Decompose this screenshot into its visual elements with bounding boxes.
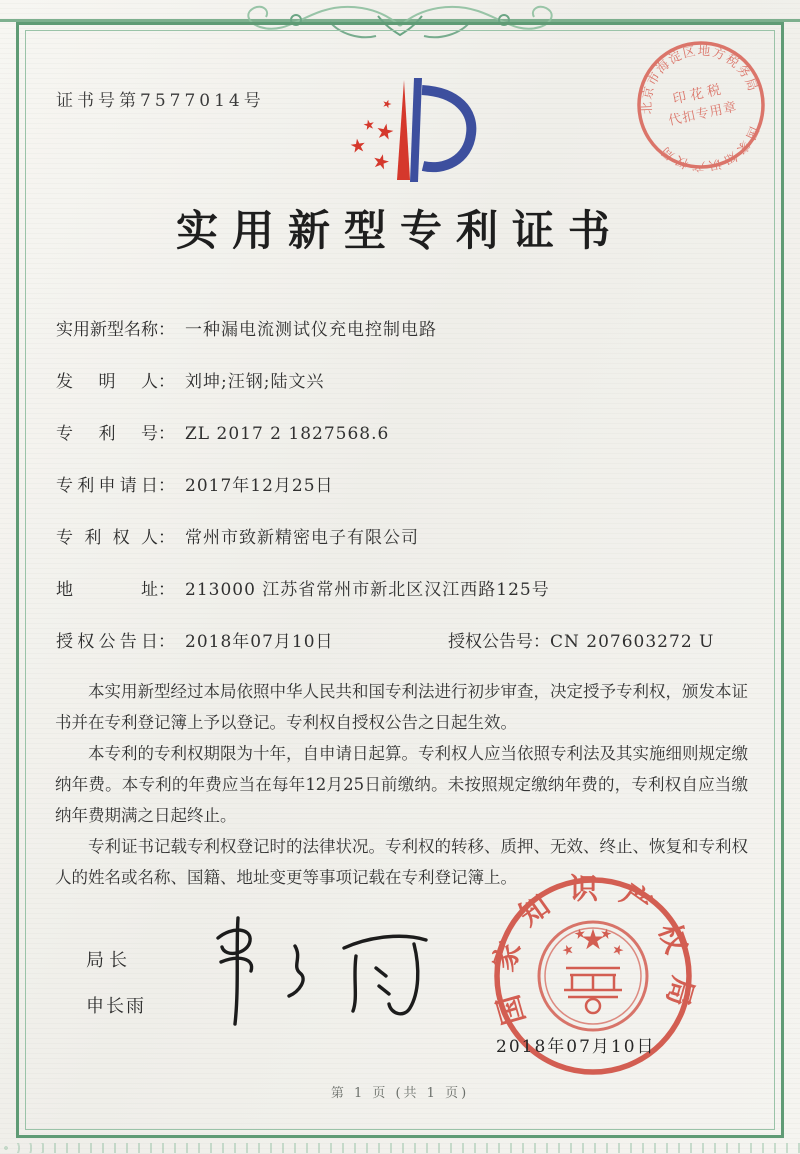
stamp-center-line1: 印花税 [671,80,727,108]
page-number: 第 1 页 (共 1 页) [330,1086,470,1101]
director-name: 申长雨 [86,996,146,1017]
field-row-filing-date [56,474,746,526]
svg-text:北京市海淀区地方税务局 [627,31,762,117]
field-colon: ： [158,320,175,340]
field-row-patentee [56,526,746,578]
field-value: 常州市致新精密电子有限公司 [185,528,419,548]
field-colon: ： [158,580,175,600]
field-row-address [56,578,746,630]
field-value: CN 207603272 U [550,632,715,652]
field-value: 刘坤;汪钢;陆文兴 [185,372,325,392]
stamp-center-line2: 代扣专用章 [667,99,739,129]
tax-stamp [614,18,787,191]
director-signature [198,908,438,1033]
field-colon: ： [158,632,175,652]
field-label: 专利权人 [56,528,158,548]
stamp-bottom-arc-text: 国家知识产权局 [655,124,763,175]
field-label: 授权公告日 [56,632,158,652]
field-colon: ： [158,528,175,548]
field-rows [56,318,746,682]
field-label: 专利申请日 [56,476,158,496]
director-title-label: 局长 [86,950,132,971]
legal-paragraph-3: 专利证书记载专利权登记时的法律状况。专利权的转移、质押、无效、终止、恢复和专利权人的姓名或名称、国籍、地址变更等事项记载在专利登记簿上。 [55,837,748,887]
cnipa-logo-icon [318,74,488,194]
field-grant-no [448,630,714,654]
field-colon: ： [533,632,550,652]
seal-date: 2018年07月10日 [496,1037,656,1057]
field-label: 地址 [56,580,158,600]
seal-arc-text: 国家知识产权局 [485,871,701,1029]
field-value: 213000 江苏省常州市新北区汉江西路125号 [185,580,550,600]
field-label: 授权公告号 [448,632,533,652]
field-label: 专利号 [56,424,158,444]
field-row-patent-no [56,422,746,474]
field-row-inventors [56,370,746,422]
svg-text:国家知识产权局 [485,871,700,1028]
field-value: 2017年12月25日 [185,476,334,496]
field-colon: ： [158,476,175,496]
field-value: 一种漏电流测试仪充电控制电路 [185,320,437,340]
field-label: 发明人 [56,372,158,392]
field-value: ZL 2017 2 1827568.6 [185,424,390,444]
legal-text-block [55,676,748,893]
legal-paragraph-1: 本实用新型经过本局依照中华人民共和国专利法进行初步审查，决定授予专利权，颁发本证书并在专利登记簿上予以登记。专利权自授权公告之日起生效。 [55,682,748,732]
bottom-lace-border [0,1143,800,1153]
field-label: 实用新型名称 [56,320,158,340]
field-colon: ： [158,372,175,392]
cnipa-seal [478,868,710,1093]
stamp-top-arc-text: 北京市海淀区地方税务局 [638,42,762,115]
legal-paragraph-2: 本专利的专利权期限为十年，自申请日起算。专利权人应当依照专利法及其实施细则规定缴纳年费。本专利的年费应当在每年12月25日前缴纳。未按照规定缴纳年费的，专利权自应当缴纳年费期满之日起终止。 [55,744,748,825]
field-colon: ： [158,424,175,444]
certificate-number: 证书号第7577014号 [56,91,265,111]
certificate-title: 实用新型专利证书 [175,206,624,255]
field-value: 2018年07月10日 [185,632,334,652]
field-row-name [56,318,746,370]
field-row-grant [56,630,746,682]
